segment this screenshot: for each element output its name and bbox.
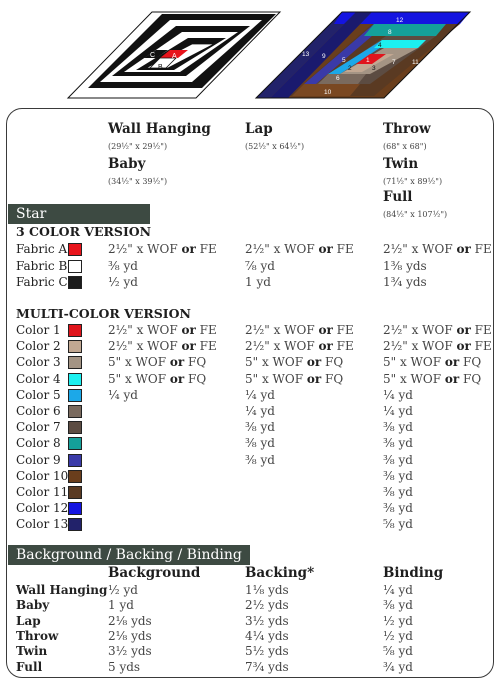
yardage-1: [108, 275, 138, 289]
diagram-label-2: 2: [348, 65, 352, 72]
bbb-row-label: Baby: [16, 598, 50, 613]
bbb-row-label: Wall Hanging: [16, 583, 108, 597]
bbb-row-label: Throw: [16, 628, 59, 643]
row-label: Color 13: [16, 517, 69, 532]
yardage-2: [245, 372, 343, 386]
yardage-1: [108, 323, 217, 337]
bbb-backing: 7¾ yds: [245, 659, 289, 674]
bbb-row-label: Twin: [16, 644, 48, 659]
bbb-header-background: Background: [108, 565, 201, 581]
yardage-1-size: ½ yd: [108, 275, 138, 289]
yardage-1-or: or: [169, 371, 185, 386]
yardage-1-cut: FE: [195, 323, 217, 337]
three-color-block-diagram: [68, 12, 280, 98]
yardage-2: [245, 275, 271, 289]
yardage-1: [108, 242, 217, 256]
yardage-2-cut: FQ: [321, 355, 344, 370]
bbb-backing: 4¼ yds: [245, 628, 289, 643]
bbb-row-label: Full: [16, 659, 43, 674]
yardage-3-cut: FE: [470, 339, 492, 354]
yardage-2-cut: FE: [332, 339, 354, 354]
yardage-3-or: or: [444, 371, 460, 386]
yardage-1: [108, 259, 138, 273]
section-star: Star: [8, 204, 150, 224]
yardage-3: [383, 275, 427, 289]
yardage-1-or: or: [181, 242, 196, 256]
yardage-3-size: 5" x WOF: [383, 355, 445, 370]
row-label: Color 9: [16, 452, 61, 467]
bbb-binding: ⅝ yd: [383, 644, 413, 659]
color-swatch: [68, 470, 82, 483]
diagram-label-5: 5: [342, 57, 346, 64]
yardage-2-size: 2½" x WOF: [245, 339, 319, 354]
diagram-label-3: 3: [372, 65, 376, 72]
color-swatch: [68, 324, 82, 337]
yardage-1-size: 2½" x WOF: [108, 339, 182, 354]
yardage-1-size: 2½" x WOF: [108, 242, 182, 256]
yardage-3-or: or: [456, 323, 471, 337]
row-label: Color 1: [16, 323, 61, 337]
col-size-baby: (34½" x 39½"): [108, 177, 168, 186]
yardage-3-size: 2½" x WOF: [383, 242, 457, 256]
yardage-2-size: 5" x WOF: [245, 371, 307, 386]
yardage-1-size: 5" x WOF: [108, 371, 170, 386]
color-swatch: [68, 373, 82, 386]
yardage-1-or: or: [169, 355, 185, 370]
yardage-3-size: ⅜ yd: [383, 468, 413, 483]
yardage-3: [383, 355, 481, 369]
row-label: Color 12: [16, 501, 69, 516]
yardage-2-or: or: [306, 371, 322, 386]
col-header-wall-hanging: Wall Hanging: [108, 121, 211, 137]
yardage-1-size: 5" x WOF: [108, 355, 170, 370]
row-label: Color 11: [16, 485, 69, 499]
col-size-twin: (71½" x 89½"): [383, 177, 443, 186]
col-size-throw: (68" x 68"): [383, 142, 427, 151]
color-swatch: [68, 405, 82, 418]
yardage-3-size: ¼ yd: [383, 387, 413, 402]
yardage-3-size: 5" x WOF: [383, 371, 445, 386]
col-header-throw: Throw: [383, 121, 431, 137]
yardage-3-or: or: [444, 355, 460, 370]
diagram-label-1: 1: [366, 57, 370, 64]
yardage-2-size: ⅜ yd: [245, 420, 275, 435]
yardage-2-or: or: [318, 242, 333, 256]
diagram-label-a: A: [172, 53, 177, 60]
yardage-2: [245, 453, 275, 467]
yardage-1: [108, 372, 206, 386]
yardage-2: [245, 323, 354, 337]
row-label: Fabric B: [16, 258, 68, 273]
yardage-2-size: 5" x WOF: [245, 355, 307, 370]
diagram-label-10: 10: [324, 89, 332, 96]
yardage-3-size: ⅜ yd: [383, 501, 413, 516]
yardage-3-size: ⅜ yd: [383, 436, 413, 451]
yardage-3: [383, 469, 413, 483]
section-background-backing-binding: Background / Backing / Binding: [8, 545, 250, 565]
yardage-3: [383, 323, 492, 337]
diagram-label-12: 12: [396, 17, 404, 24]
col-header-lap: Lap: [245, 121, 273, 137]
yardage-3: [383, 420, 413, 434]
yardage-3-or: or: [456, 339, 471, 354]
diagram-label-8: 8: [388, 29, 392, 36]
yardage-3-size: 2½" x WOF: [383, 339, 457, 354]
row-label: Color 5: [16, 387, 61, 402]
color-swatch: [68, 243, 82, 256]
bbb-backing: 2½ yds: [245, 598, 289, 613]
yardage-1: [108, 355, 206, 369]
yardage-3-size: 2½" x WOF: [383, 323, 457, 337]
color-swatch: [68, 260, 82, 273]
bbb-binding: ½ yd: [383, 628, 413, 643]
yardage-1-cut: FQ: [184, 355, 207, 370]
row-label: Color 8: [16, 436, 61, 451]
yardage-3: [383, 453, 413, 467]
yardage-2: [245, 388, 275, 402]
bbb-backing: 5½ yds: [245, 644, 289, 659]
yardage-3-cut: FE: [470, 323, 492, 337]
bbb-background: 1 yd: [108, 598, 134, 613]
row-label: Color 2: [16, 339, 61, 354]
yardage-2-size: 2½" x WOF: [245, 242, 319, 256]
yardage-2: [245, 404, 275, 418]
yardage-2-size: ¼ yd: [245, 387, 275, 402]
yardage-3-cut: FE: [470, 242, 492, 256]
bbb-row-label: Lap: [16, 613, 41, 628]
bbb-background: ½ yd: [108, 583, 138, 597]
yardage-2-size: ⅜ yd: [245, 452, 275, 467]
yardage-3-size: ⅜ yd: [383, 420, 413, 435]
yardage-1-cut: FE: [195, 339, 217, 354]
yardage-3-size: ¼ yd: [383, 404, 413, 418]
yardage-1-size: ⅜ yd: [108, 258, 138, 273]
color-swatch: [68, 356, 82, 369]
yardage-3: [383, 501, 413, 515]
color-swatch: [68, 276, 82, 289]
color-swatch: [68, 454, 82, 467]
col-header-full: Full: [383, 189, 413, 205]
yardage-3: [383, 339, 492, 353]
yardage-3: [383, 485, 413, 499]
yardage-1-cut: FQ: [184, 371, 207, 386]
row-label: Color 10: [16, 468, 69, 483]
row-label: Color 4: [16, 371, 61, 386]
yardage-1: [108, 388, 138, 402]
yardage-1-size: ¼ yd: [108, 387, 138, 402]
bbb-backing: 3½ yds: [245, 613, 289, 628]
bbb-header-binding: Binding: [383, 565, 444, 581]
bbb-background: 2⅛ yds: [108, 613, 152, 628]
color-swatch: [68, 486, 82, 499]
col-header-twin: Twin: [383, 156, 419, 172]
bbb-binding: ¼ yd: [383, 583, 413, 597]
multi-color-title: MULTI-COLOR VERSION: [16, 306, 191, 321]
bbb-backing: 1⅛ yds: [245, 583, 289, 597]
yardage-3-size: ⅜ yd: [383, 452, 413, 467]
bbb-header-backing: Backing*: [245, 565, 315, 581]
color-swatch: [68, 518, 82, 531]
yardage-2-cut: FE: [332, 323, 354, 337]
yardage-3-cut: FQ: [459, 371, 482, 386]
yardage-2-cut: FE: [332, 242, 354, 256]
yardage-3-size: ⅝ yd: [383, 517, 413, 532]
row-label: Fabric C: [16, 275, 68, 289]
yardage-3-size: ⅜ yd: [383, 485, 413, 499]
yardage-3: [383, 259, 427, 273]
yardage-2-cut: FQ: [321, 371, 344, 386]
color-swatch: [68, 340, 82, 353]
col-size-wall-hanging: (29½" x 29½"): [108, 142, 168, 151]
bbb-binding: ¾ yd: [383, 659, 413, 674]
yardage-3-size: 1¾ yds: [383, 275, 427, 289]
diagram-label-9: 9: [322, 53, 326, 60]
yardage-3: [383, 404, 413, 418]
diagram-label-7: 7: [392, 59, 396, 66]
row-label: Color 3: [16, 355, 61, 370]
col-size-lap: (52½" x 64½"): [245, 142, 305, 151]
yardage-3: [383, 517, 413, 531]
diagram-label-6: 6: [336, 75, 340, 82]
yardage-1-or: or: [181, 323, 196, 337]
yardage-2-or: or: [318, 323, 333, 337]
diagram-label-13: 13: [302, 51, 310, 58]
multi-color-block-diagram: [256, 12, 470, 98]
yardage-2: [245, 420, 275, 434]
yardage-2-size: ⅜ yd: [245, 436, 275, 451]
yardage-2: [245, 339, 354, 353]
yardage-1: [108, 339, 217, 353]
yardage-2: [245, 355, 343, 369]
yardage-3-or: or: [456, 242, 471, 256]
bbb-background: 5 yds: [108, 659, 141, 674]
yardage-2: [245, 259, 275, 273]
yardage-3: [383, 388, 413, 402]
yardage-1-cut: FE: [195, 242, 217, 256]
yardage-3: [383, 436, 413, 450]
yardage-3-size: 1⅜ yds: [383, 258, 427, 273]
bbb-binding: ⅜ yd: [383, 598, 413, 613]
col-header-baby: Baby: [108, 156, 146, 172]
color-swatch: [68, 502, 82, 515]
color-swatch: [68, 421, 82, 434]
yardage-2: [245, 242, 354, 256]
yardage-3: [383, 242, 492, 256]
color-swatch: [68, 389, 82, 402]
row-label: Fabric A: [16, 242, 68, 256]
yardage-3-cut: FQ: [459, 355, 482, 370]
yardage-2-size: ⅞ yd: [245, 258, 275, 273]
three-color-title: 3 COLOR VERSION: [16, 224, 152, 239]
quilt-block-diagrams: [0, 0, 500, 104]
bbb-background: 3½ yds: [108, 644, 152, 659]
color-swatch: [68, 437, 82, 450]
bbb-background: 2⅛ yds: [108, 628, 152, 643]
diagram-label-b: B: [158, 64, 163, 71]
yardage-1-or: or: [181, 339, 196, 354]
yardage-2-size: 1 yd: [245, 275, 271, 289]
yardage-3: [383, 372, 481, 386]
diagram-label-11: 11: [412, 59, 419, 66]
yardage-1-size: 2½" x WOF: [108, 323, 182, 337]
col-size-full: (84½" x 107½"): [383, 210, 448, 219]
diagram-label-4: 4: [378, 42, 382, 49]
diagram-label-c: C: [150, 52, 156, 59]
yardage-2-size: 2½" x WOF: [245, 323, 319, 337]
yardage-2-size: ¼ yd: [245, 404, 275, 418]
bbb-binding: ½ yd: [383, 613, 413, 628]
row-label: Color 6: [16, 404, 61, 418]
yardage-2-or: or: [306, 355, 322, 370]
yardage-2: [245, 436, 275, 450]
row-label: Color 7: [16, 420, 61, 435]
yardage-2-or: or: [318, 339, 333, 354]
